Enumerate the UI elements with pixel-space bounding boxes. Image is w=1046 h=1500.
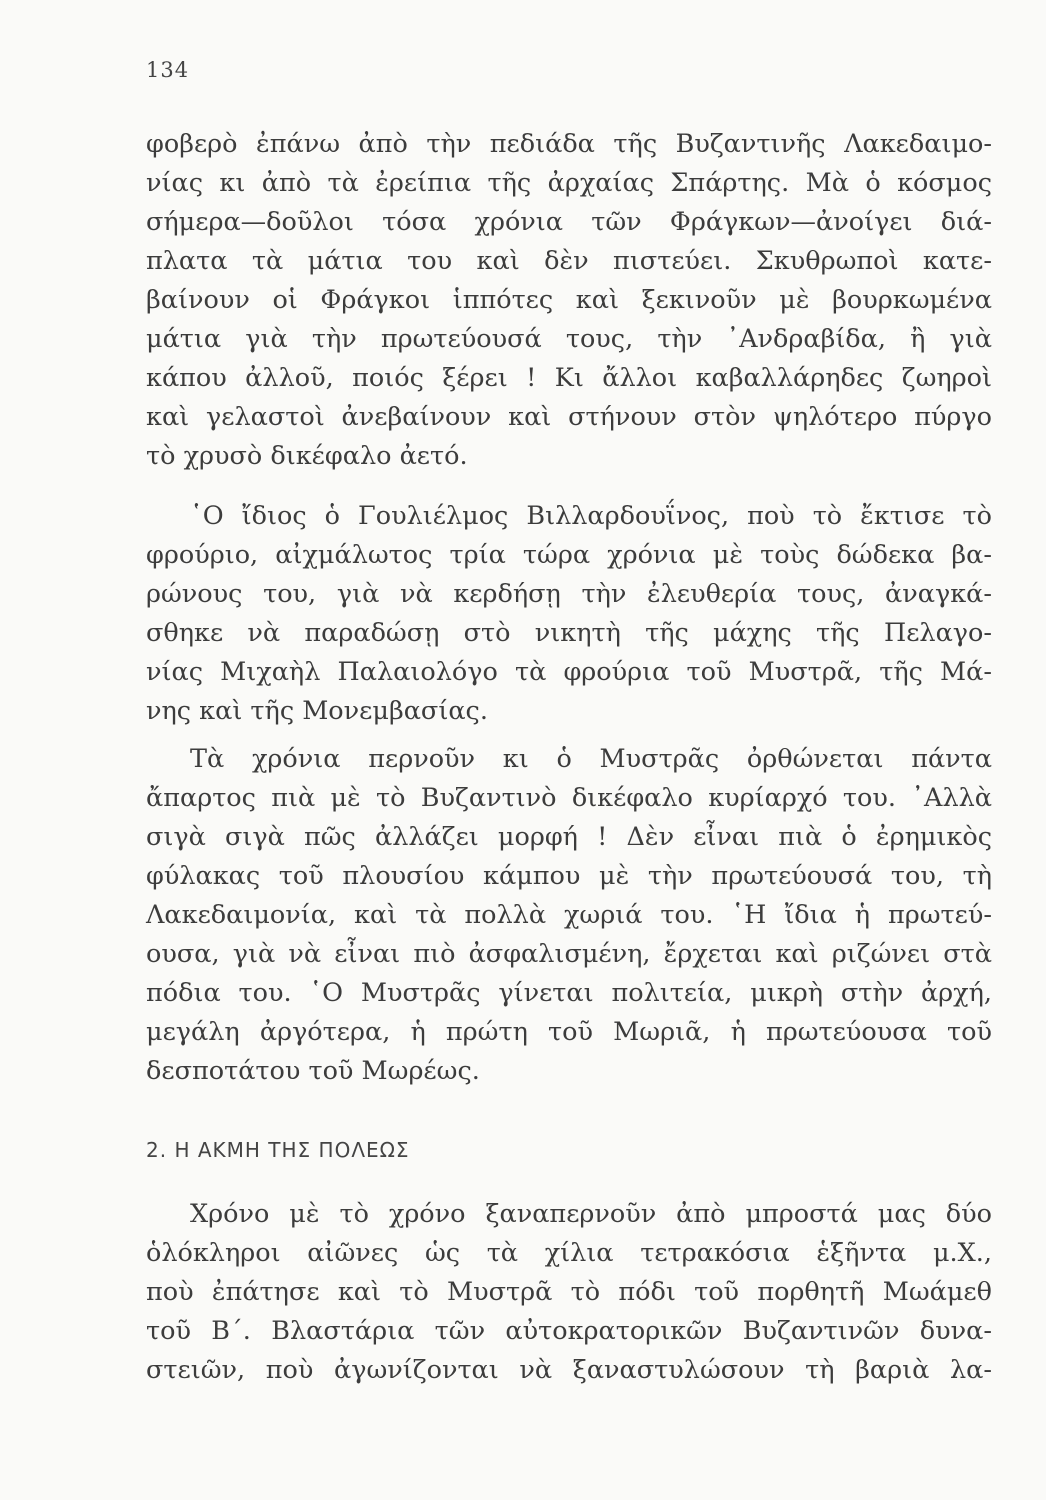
paragraph-1 — [146, 125, 992, 476]
text-line: τὸ χρυσὸ δικέφαλο ἀετό. — [146, 441, 468, 471]
paragraph-3 — [146, 740, 992, 1091]
text-line: ῾Ο ἴδιος ὁ Γουλιέλμος Βιλλαρδουΐνος, ποὺ τὸ ἔκτισε τὸ — [190, 501, 992, 531]
paragraph-4 — [146, 1195, 992, 1390]
text-line: φρούριο, αἰχμάλωτος τρία τώρα χρόνια μὲ τοὺς δώδεκα βα- — [146, 540, 992, 570]
text-line: σήμερα—δοῦλοι τόσα χρόνια τῶν Φράγκων—ἀνοίγει διά- — [146, 207, 992, 237]
text-line: Χρόνο μὲ τὸ χρόνο ξαναπερνοῦν ἀπὸ μπροστά μας δύο — [190, 1199, 992, 1229]
text-line: σθηκε νὰ παραδώσῃ στὸ νικητὴ τῆς μάχης τῆς Πελαγο- — [146, 618, 992, 648]
section-heading: 2. Η ΑΚΜΗ ΤΗΣ ΠΟΛΕΩΣ — [146, 1138, 410, 1162]
text-line: πλατα τὰ μάτια του καὶ δὲν πιστεύει. Σκυθρωποὶ κατε- — [146, 246, 992, 276]
page-number: 134 — [146, 58, 190, 82]
text-line: πόδια του. ῾Ο Μυστρᾶς γίνεται πολιτεία, μικρὴ στὴν ἀρχή, — [146, 978, 992, 1008]
text-line: στειῶν, ποὺ ἀγωνίζονται νὰ ξαναστυλώσουν τὴ βαριὰ λα- — [146, 1355, 992, 1385]
text-line: ουσα, γιὰ νὰ εἶναι πιὸ ἀσφαλισμένη, ἔρχεται καὶ ριζώνει στὰ — [146, 939, 992, 969]
text-line: τοῦ Β΄. Βλαστάρια τῶν αὐτοκρατορικῶν Βυζαντινῶν δυνα- — [146, 1316, 992, 1346]
text-line: ρώνους του, γιὰ νὰ κερδήσῃ τὴν ἐλευθερία τους, ἀναγκά- — [146, 579, 992, 609]
text-line: ὁλόκληροι αἰῶνες ὡς τὰ χίλια τετρακόσια ἑξῆντα μ.Χ., — [146, 1238, 992, 1268]
text-line: φύλακας τοῦ πλουσίου κάμπου μὲ τὴν πρωτεύουσά του, τὴ — [146, 861, 992, 891]
text-line: σιγὰ σιγὰ πῶς ἀλλάζει μορφή ! Δὲν εἶναι πιὰ ὁ ἐρημικὸς — [146, 822, 992, 852]
text-line: νίας Μιχαὴλ Παλαιολόγο τὰ φρούρια τοῦ Μυστρᾶ, τῆς Μά- — [146, 657, 992, 687]
text-line: κάπου ἀλλοῦ, ποιός ξέρει ! Κι ἄλλοι καβαλλάρηδες ζωηροὶ — [146, 363, 992, 393]
text-line: μάτια γιὰ τὴν πρωτεύουσά τους, τὴν ᾿Ανδραβίδα, ἢ γιὰ — [146, 324, 992, 354]
text-line: ἄπαρτος πιὰ μὲ τὸ Βυζαντινὸ δικέφαλο κυρίαρχό του. ᾿Αλλὰ — [146, 783, 992, 813]
text-line: Λακεδαιμονία, καὶ τὰ πολλὰ χωριά του. ῾Η ἴδια ἡ πρωτεύ- — [146, 900, 992, 930]
text-line: Τὰ χρόνια περνοῦν κι ὁ Μυστρᾶς ὀρθώνεται πάντα — [190, 744, 992, 774]
text-line: νης καὶ τῆς Μονεμβασίας. — [146, 696, 488, 726]
text-line: φοβερὸ ἐπάνω ἀπὸ τὴν πεδιάδα τῆς Βυζαντινῆς Λακεδαιμο- — [146, 129, 992, 159]
text-line: βαίνουν οἱ Φράγκοι ἱππότες καὶ ξεκινοῦν μὲ βουρκωμένα — [146, 285, 992, 315]
text-line: ποὺ ἐπάτησε καὶ τὸ Μυστρᾶ τὸ πόδι τοῦ πορθητῆ Μωάμεθ — [146, 1277, 992, 1307]
text-line: νίας κι ἀπὸ τὰ ἐρείπια τῆς ἀρχαίας Σπάρτης. Μὰ ὁ κόσμος — [146, 168, 992, 198]
text-line: δεσποτάτου τοῦ Μωρέως. — [146, 1056, 480, 1086]
paragraph-2 — [146, 497, 992, 731]
text-line: μεγάλη ἀργότερα, ἡ πρώτη τοῦ Μωριᾶ, ἡ πρωτεύουσα τοῦ — [146, 1017, 992, 1047]
text-line: καὶ γελαστοὶ ἀνεβαίνουν καὶ στήνουν στὸν ψηλότερο πύργο — [146, 402, 992, 432]
